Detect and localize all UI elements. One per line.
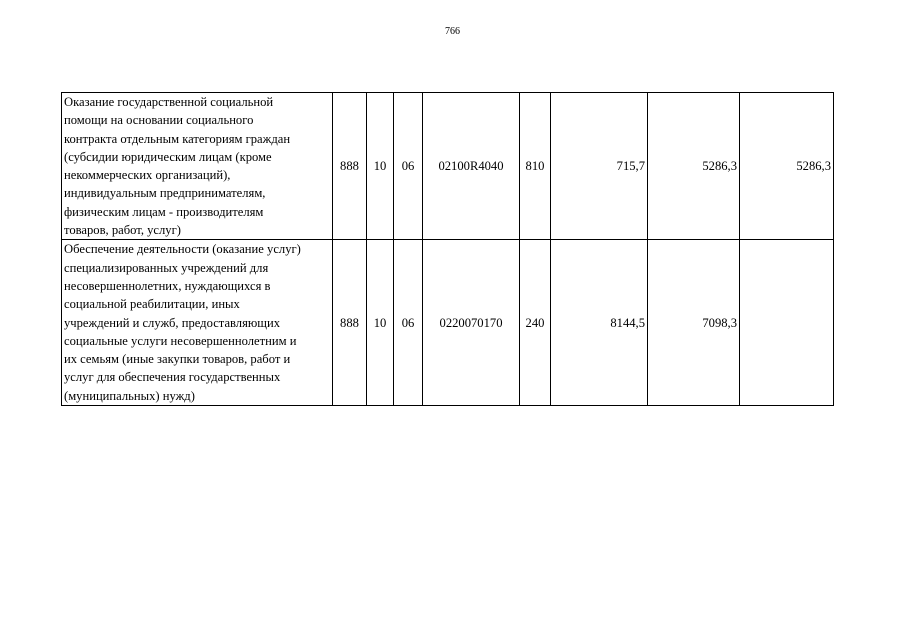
description-line: помощи на основании социального	[64, 113, 254, 128]
description-line: (муниципальных) нужд)	[64, 388, 195, 403]
description-cell	[62, 93, 333, 240]
description-line: Оказание государственной социальной	[64, 95, 274, 109]
description-line: специализированных учреждений для	[64, 260, 269, 275]
subsection-code-cell: 06	[394, 240, 423, 406]
section-code-cell: 10	[367, 93, 394, 240]
ministry-code-cell: 888	[333, 240, 367, 406]
description-line: (субсидии юридическим лицам (кроме	[64, 149, 272, 164]
description-line: контракта отдельным категориям граждан	[64, 131, 291, 146]
description-line: социальной реабилитации, иных	[64, 297, 240, 312]
description-line: индивидуальным предпринимателям,	[64, 186, 266, 201]
amount-2-cell: 5286,3	[648, 93, 740, 240]
description-cell	[62, 240, 333, 406]
description-line: товаров, работ, услуг)	[64, 223, 181, 238]
description-line: Обеспечение деятельности (оказание услуг)	[64, 242, 301, 257]
amount-1-cell: 8144,5	[551, 240, 648, 406]
table-row	[62, 240, 834, 406]
section-code-cell: 10	[367, 240, 394, 406]
table-row	[62, 93, 834, 240]
amount-3-cell	[740, 240, 834, 406]
ministry-code-cell: 888	[333, 93, 367, 240]
description-line: учреждений и служб, предоставляющих	[64, 315, 281, 330]
description-line: некоммерческих организаций),	[64, 168, 231, 183]
target-article-cell: 0220070170	[423, 240, 520, 406]
budget-table	[61, 92, 834, 406]
expense-type-cell: 240	[520, 240, 551, 406]
amount-3-cell: 5286,3	[740, 93, 834, 240]
expense-type-cell: 810	[520, 93, 551, 240]
target-article-cell: 02100R4040	[423, 93, 520, 240]
description-line: услуг для обеспечения государственных	[64, 370, 281, 385]
page-number: 766	[445, 26, 460, 37]
description-line: социальные услуги несовершеннолетним и	[64, 333, 297, 348]
description-line: несовершеннолетних, нуждающихся в	[64, 278, 271, 293]
subsection-code-cell: 06	[394, 93, 423, 240]
description-line: их семьям (иные закупки товаров, работ и	[64, 352, 291, 367]
amount-1-cell: 715,7	[551, 93, 648, 240]
amount-2-cell: 7098,3	[648, 240, 740, 406]
description-line: физическим лицам - производителям	[64, 204, 264, 219]
